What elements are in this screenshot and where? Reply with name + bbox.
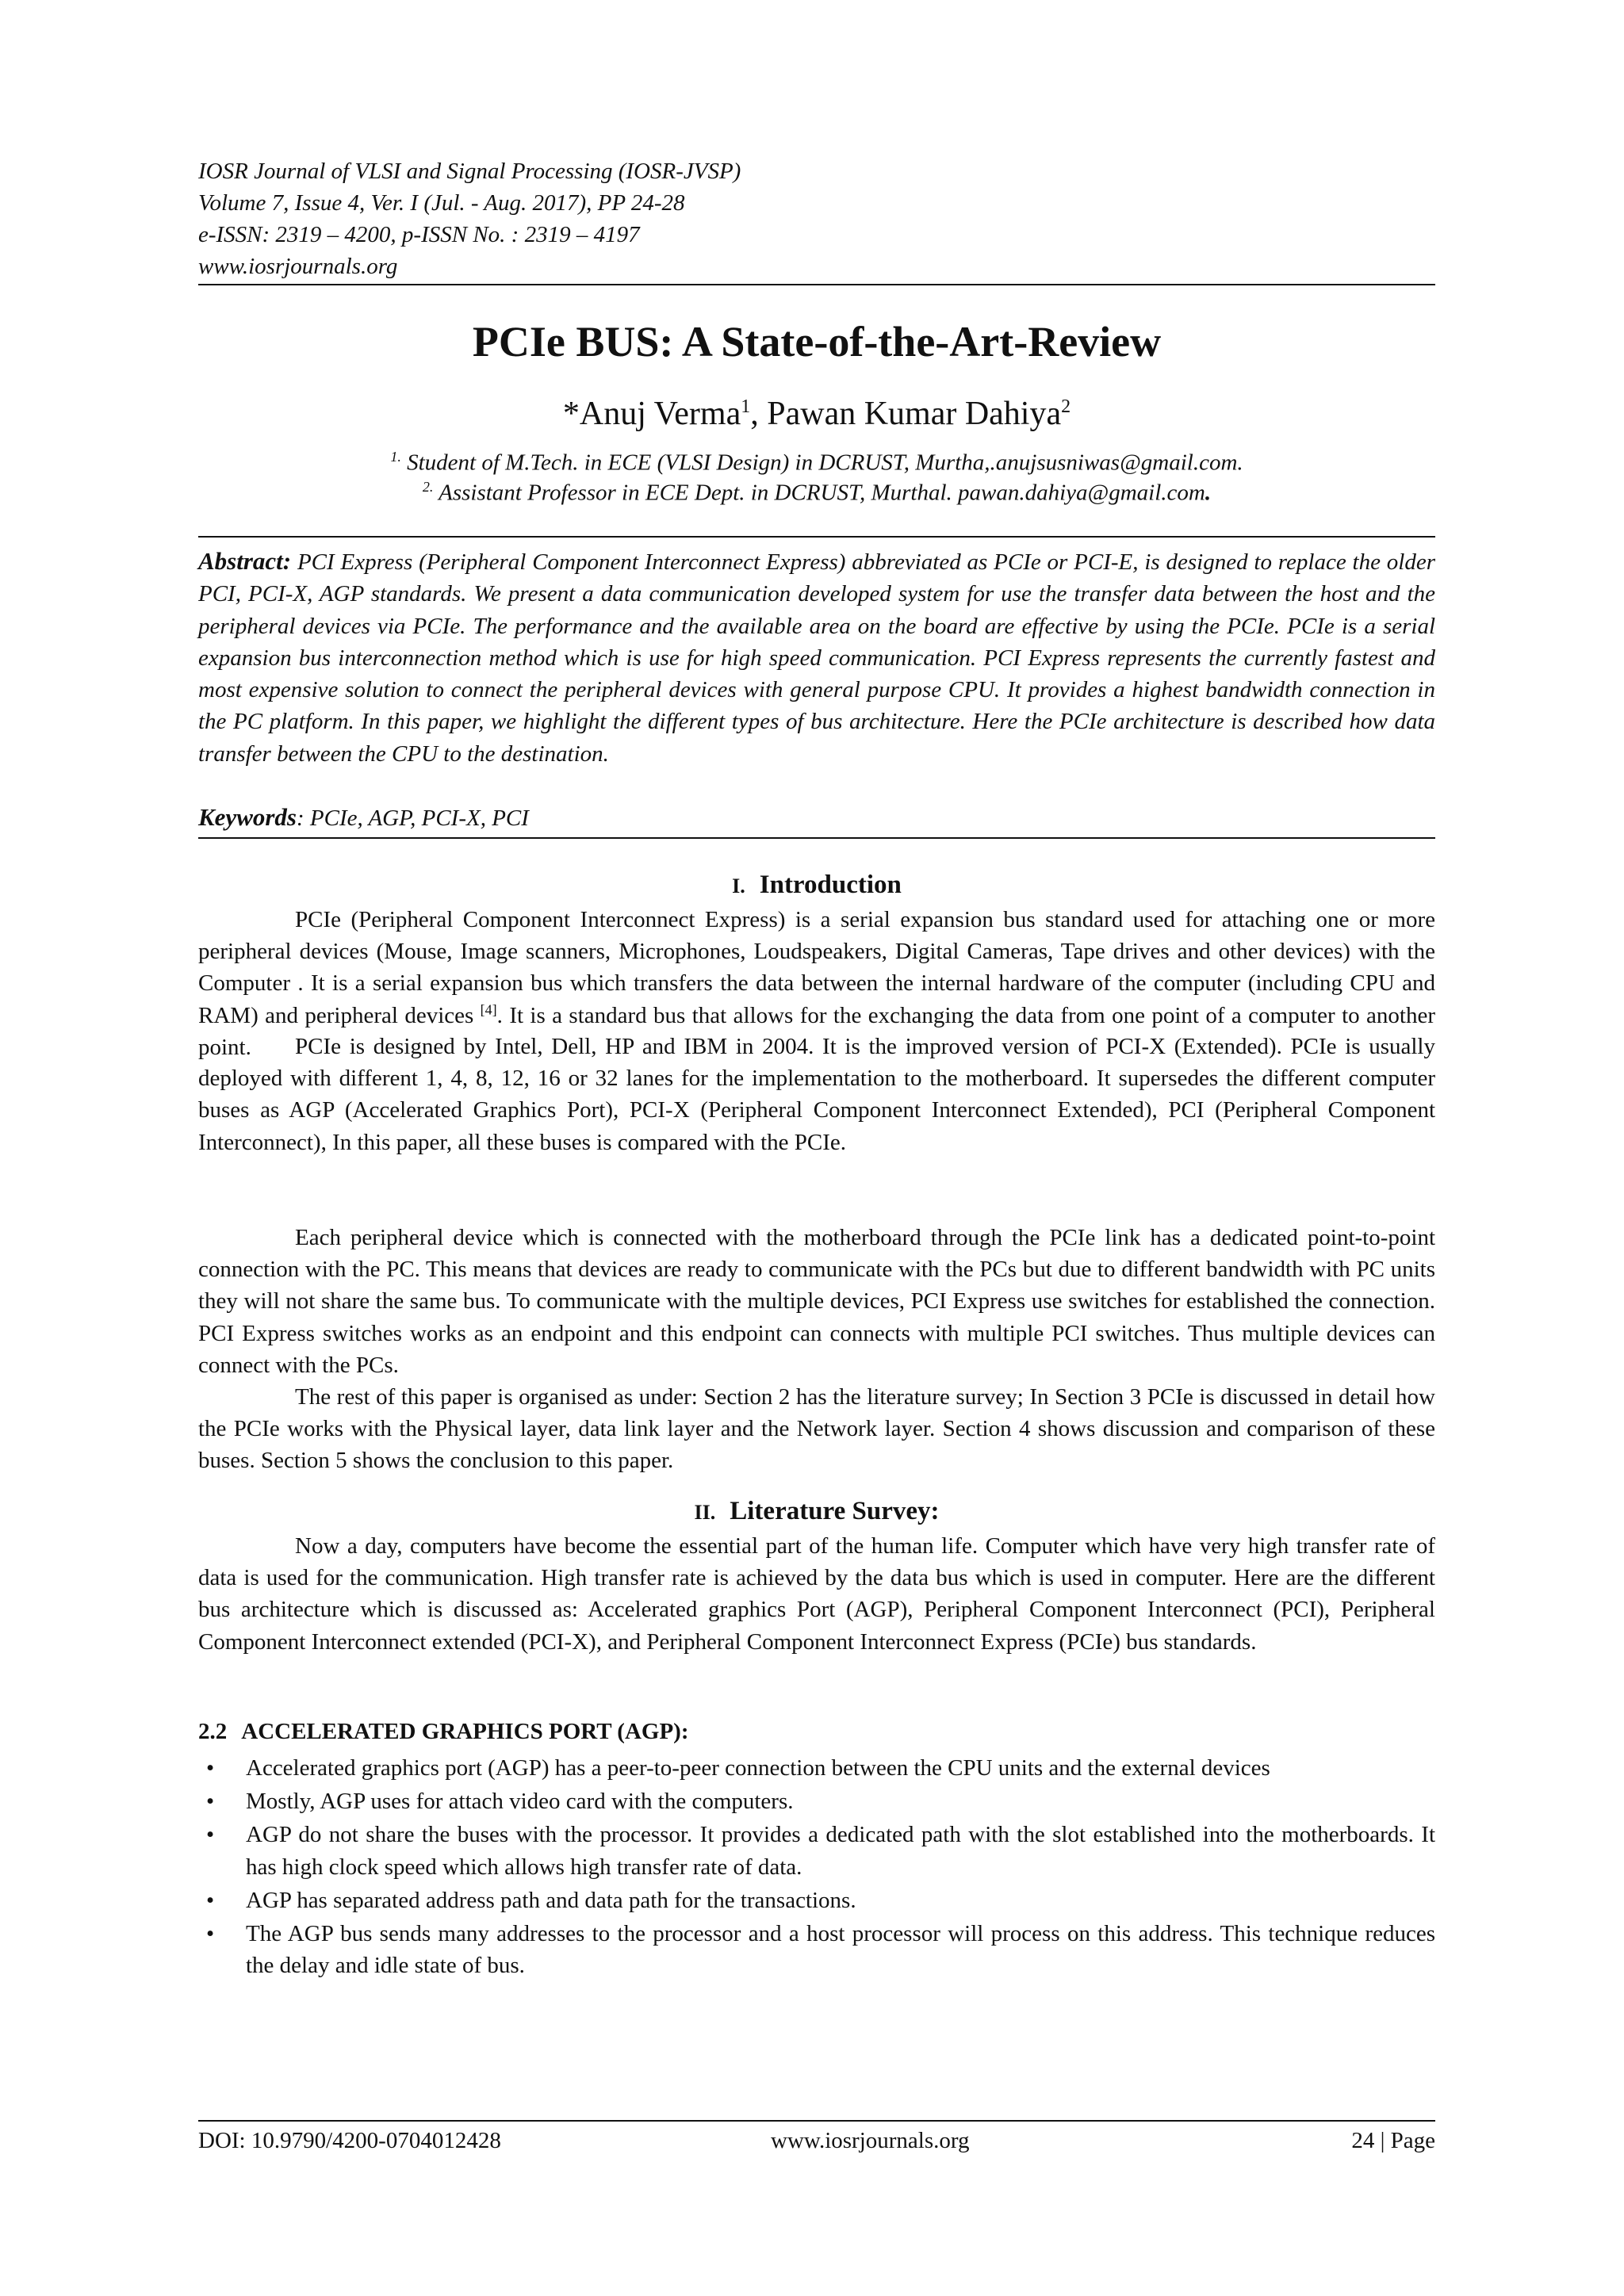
section-heading-literature-survey: [198, 1497, 1435, 1526]
affiliation-2-mark: 2.: [422, 479, 434, 495]
bullet-icon: •: [206, 1789, 215, 1815]
bullet-icon: •: [206, 1921, 215, 1947]
intro-paragraph-3: Each peripheral device which is connected with the motherboard through the PCIe link has a dedicated point-to-point connection with the PC. This means that devices are ready to communicate with the PCs but due to different bandwidth with PC units they will not share the same bus. To communicate with the multiple devices, PCI Express use switches for established the connection. PCI Express switches works as an endpoint and this endpoint can connects with multiple PCI switches. Thus multiple devices can connect with the PCs.: [198, 1225, 1435, 1378]
section-number: I.: [732, 874, 745, 897]
intro-paragraph-1-text-end: . It is a standard bus that allows for the exchanging the data from one point of a computer to another point.: [198, 1002, 1435, 1060]
bullet-icon: •: [206, 1822, 215, 1848]
affiliation-2-text: Assistant Professor in ECE Dept. in DCRUST, Murthal. pawan.dahiya@gmail.com: [433, 480, 1205, 506]
list-item: [198, 1785, 1435, 1817]
list-item: [198, 1819, 1435, 1882]
list-item-text: AGP do not share the buses with the processor. It provides a dedicated path with the slot established into the motherboards. It has high clock speed which allows high transfer rate of data.: [246, 1822, 1435, 1880]
footer-website[interactable]: www.iosrjournals.org: [771, 2128, 970, 2153]
journal-issn: e-ISSN: 2319 – 4200, p-ISSN No. : 2319 – 4197: [198, 222, 640, 247]
keywords: [198, 803, 1435, 832]
journal-volume: Volume 7, Issue 4, Ver. I (Jul. - Aug. 2017), PP 24-28: [198, 190, 685, 216]
abstract-label: Abstract:: [198, 547, 292, 575]
author-2: Pawan Kumar Dahiya: [767, 396, 1062, 432]
subsection-title: ACCELERATED GRAPHICS PORT (AGP):: [241, 1719, 689, 1744]
subsection-heading-agp: [198, 1719, 689, 1745]
author-separator: ,: [750, 396, 768, 432]
abstract-text: PCI Express (Peripheral Component Interconnect Express) abbreviated as PCIe or PCI-E, is designed to replace the older PCI, PCI-X, AGP standards. We present a data communication developed system for use the transfer data between the host and the peripheral devices via PCIe. The performance and the available area on the board are effective by using the PCIe. PCIe is a serial expansion bus interconnection method which is use for high speed communication. PCI Express represents the currently fastest and most expensive solution to connect the peripheral devices with general purpose CPU. It provides a highest bandwidth connection in the PC platform. In this paper, we highlight the different types of bus architecture. Here the PCIe architecture is described how data transfer between the CPU to the destination.: [198, 549, 1435, 767]
section-heading-introduction: [198, 871, 1435, 900]
intro-paragraph-2: PCIe is designed by Intel, Dell, HP and IBM in 2004. It is the improved version of PCI-X (Extended). PCIe is usually deployed with different 1, 4, 8, 12, 16 or 32 lanes for the implementation to the motherboard. It supersedes the different computer buses as AGP (Accelerated Graphics Port), PCI-X (Peripheral Component Interconnect Extended), PCI (Peripheral Component Interconnect), In this paper, all these buses is compared with the PCIe.: [198, 1034, 1435, 1155]
abstract-bottom-rule: [198, 837, 1435, 839]
list-item-text: Mostly, AGP uses for attach video card with the computers.: [246, 1789, 794, 1815]
journal-name: IOSR Journal of VLSI and Signal Processing (IOSR-JVSP): [198, 159, 741, 184]
literature-paragraph-1: Now a day, computers have become the essential part of the human life. Computer which have very high transfer rate of data is used for the communication. High transfer rate is achieved by the data bus which is used in computer. Here are the different bus architecture which is discussed as: Accelerated graphics Port (AGP), Peripheral Component Interconnect (PCI), Peripheral Component Interconnect extended (PCI-X), and Peripheral Component Interconnect Express (PCIe) bus standards.: [198, 1533, 1435, 1655]
author-1-mark: 1: [741, 396, 751, 417]
list-item: [198, 1918, 1435, 1981]
journal-website[interactable]: www.iosrjournals.org: [198, 254, 398, 279]
author-1: *Anuj Verma: [562, 396, 741, 432]
author-2-mark: 2: [1061, 396, 1071, 417]
abstract-top-rule: [198, 536, 1435, 538]
header-rule: [198, 284, 1435, 285]
footer-page-number: 24 | Page: [1351, 2128, 1435, 2153]
citation-ref[interactable]: [4]: [480, 1001, 497, 1017]
paper-title: PCIe BUS: A State-of-the-Art-Review: [472, 318, 1162, 365]
affiliation-1-text: Student of M.Tech. in ECE (VLSI Design) in DCRUST, Murtha,.anujsusniwas@gmail.com.: [400, 450, 1243, 476]
affiliation-1: [198, 449, 1435, 476]
section-title: Introduction: [759, 871, 902, 899]
affiliation-2: [198, 479, 1435, 507]
bullet-icon: •: [206, 1887, 215, 1913]
journal-header: [198, 155, 1435, 282]
list-item-text: AGP has separated address path and data path for the transactions.: [246, 1887, 856, 1913]
intro-paragraph-4: The rest of this paper is organised as under: Section 2 has the literature survey; In Section 3 PCIe is discussed in detail how the PCIe works with the Physical layer, data link layer and the Network layer. Section 4 shows discussion and comparison of these buses. Section 5 shows the conclusion to this paper.: [198, 1384, 1435, 1474]
agp-bullet-list: [198, 1752, 1435, 1983]
footer-doi[interactable]: DOI: 10.9790/4200-0704012428: [198, 2128, 501, 2153]
bullet-icon: •: [206, 1755, 215, 1781]
footer-rule: [198, 2120, 1435, 2122]
affiliation-2-tail: .: [1205, 480, 1212, 506]
section-title: Literature Survey:: [730, 1497, 940, 1525]
list-item-text: The AGP bus sends many addresses to the processor and a host processor will process on this address. This technique reduces the delay and idle state of bus.: [246, 1921, 1435, 1979]
keywords-label: Keywords: [198, 803, 297, 831]
list-item: [198, 1752, 1435, 1784]
list-item: [198, 1885, 1435, 1916]
section-number: II.: [694, 1501, 716, 1524]
list-item-text: Accelerated graphics port (AGP) has a peer-to-peer connection between the CPU units and the external devices: [246, 1755, 1270, 1781]
author-line: [198, 395, 1435, 433]
abstract: [198, 545, 1435, 770]
affiliation-1-mark: 1.: [390, 449, 401, 465]
subsection-number: 2.2: [198, 1719, 228, 1744]
intro-paragraph-1-text: PCIe (Peripheral Component Interconnect Express) is a serial expansion bus standard used for attaching one or more peripheral devices (Mouse, Image scanners, Microphones, Loudspeakers, Digital Cameras, Tape drives and other devices) with the Computer . It is a serial expansion bus which transfers the data between the internal hardware of the computer (including CPU and RAM) and peripheral devices: [198, 907, 1435, 1028]
keywords-text: : PCIe, AGP, PCI-X, PCI: [297, 806, 529, 831]
